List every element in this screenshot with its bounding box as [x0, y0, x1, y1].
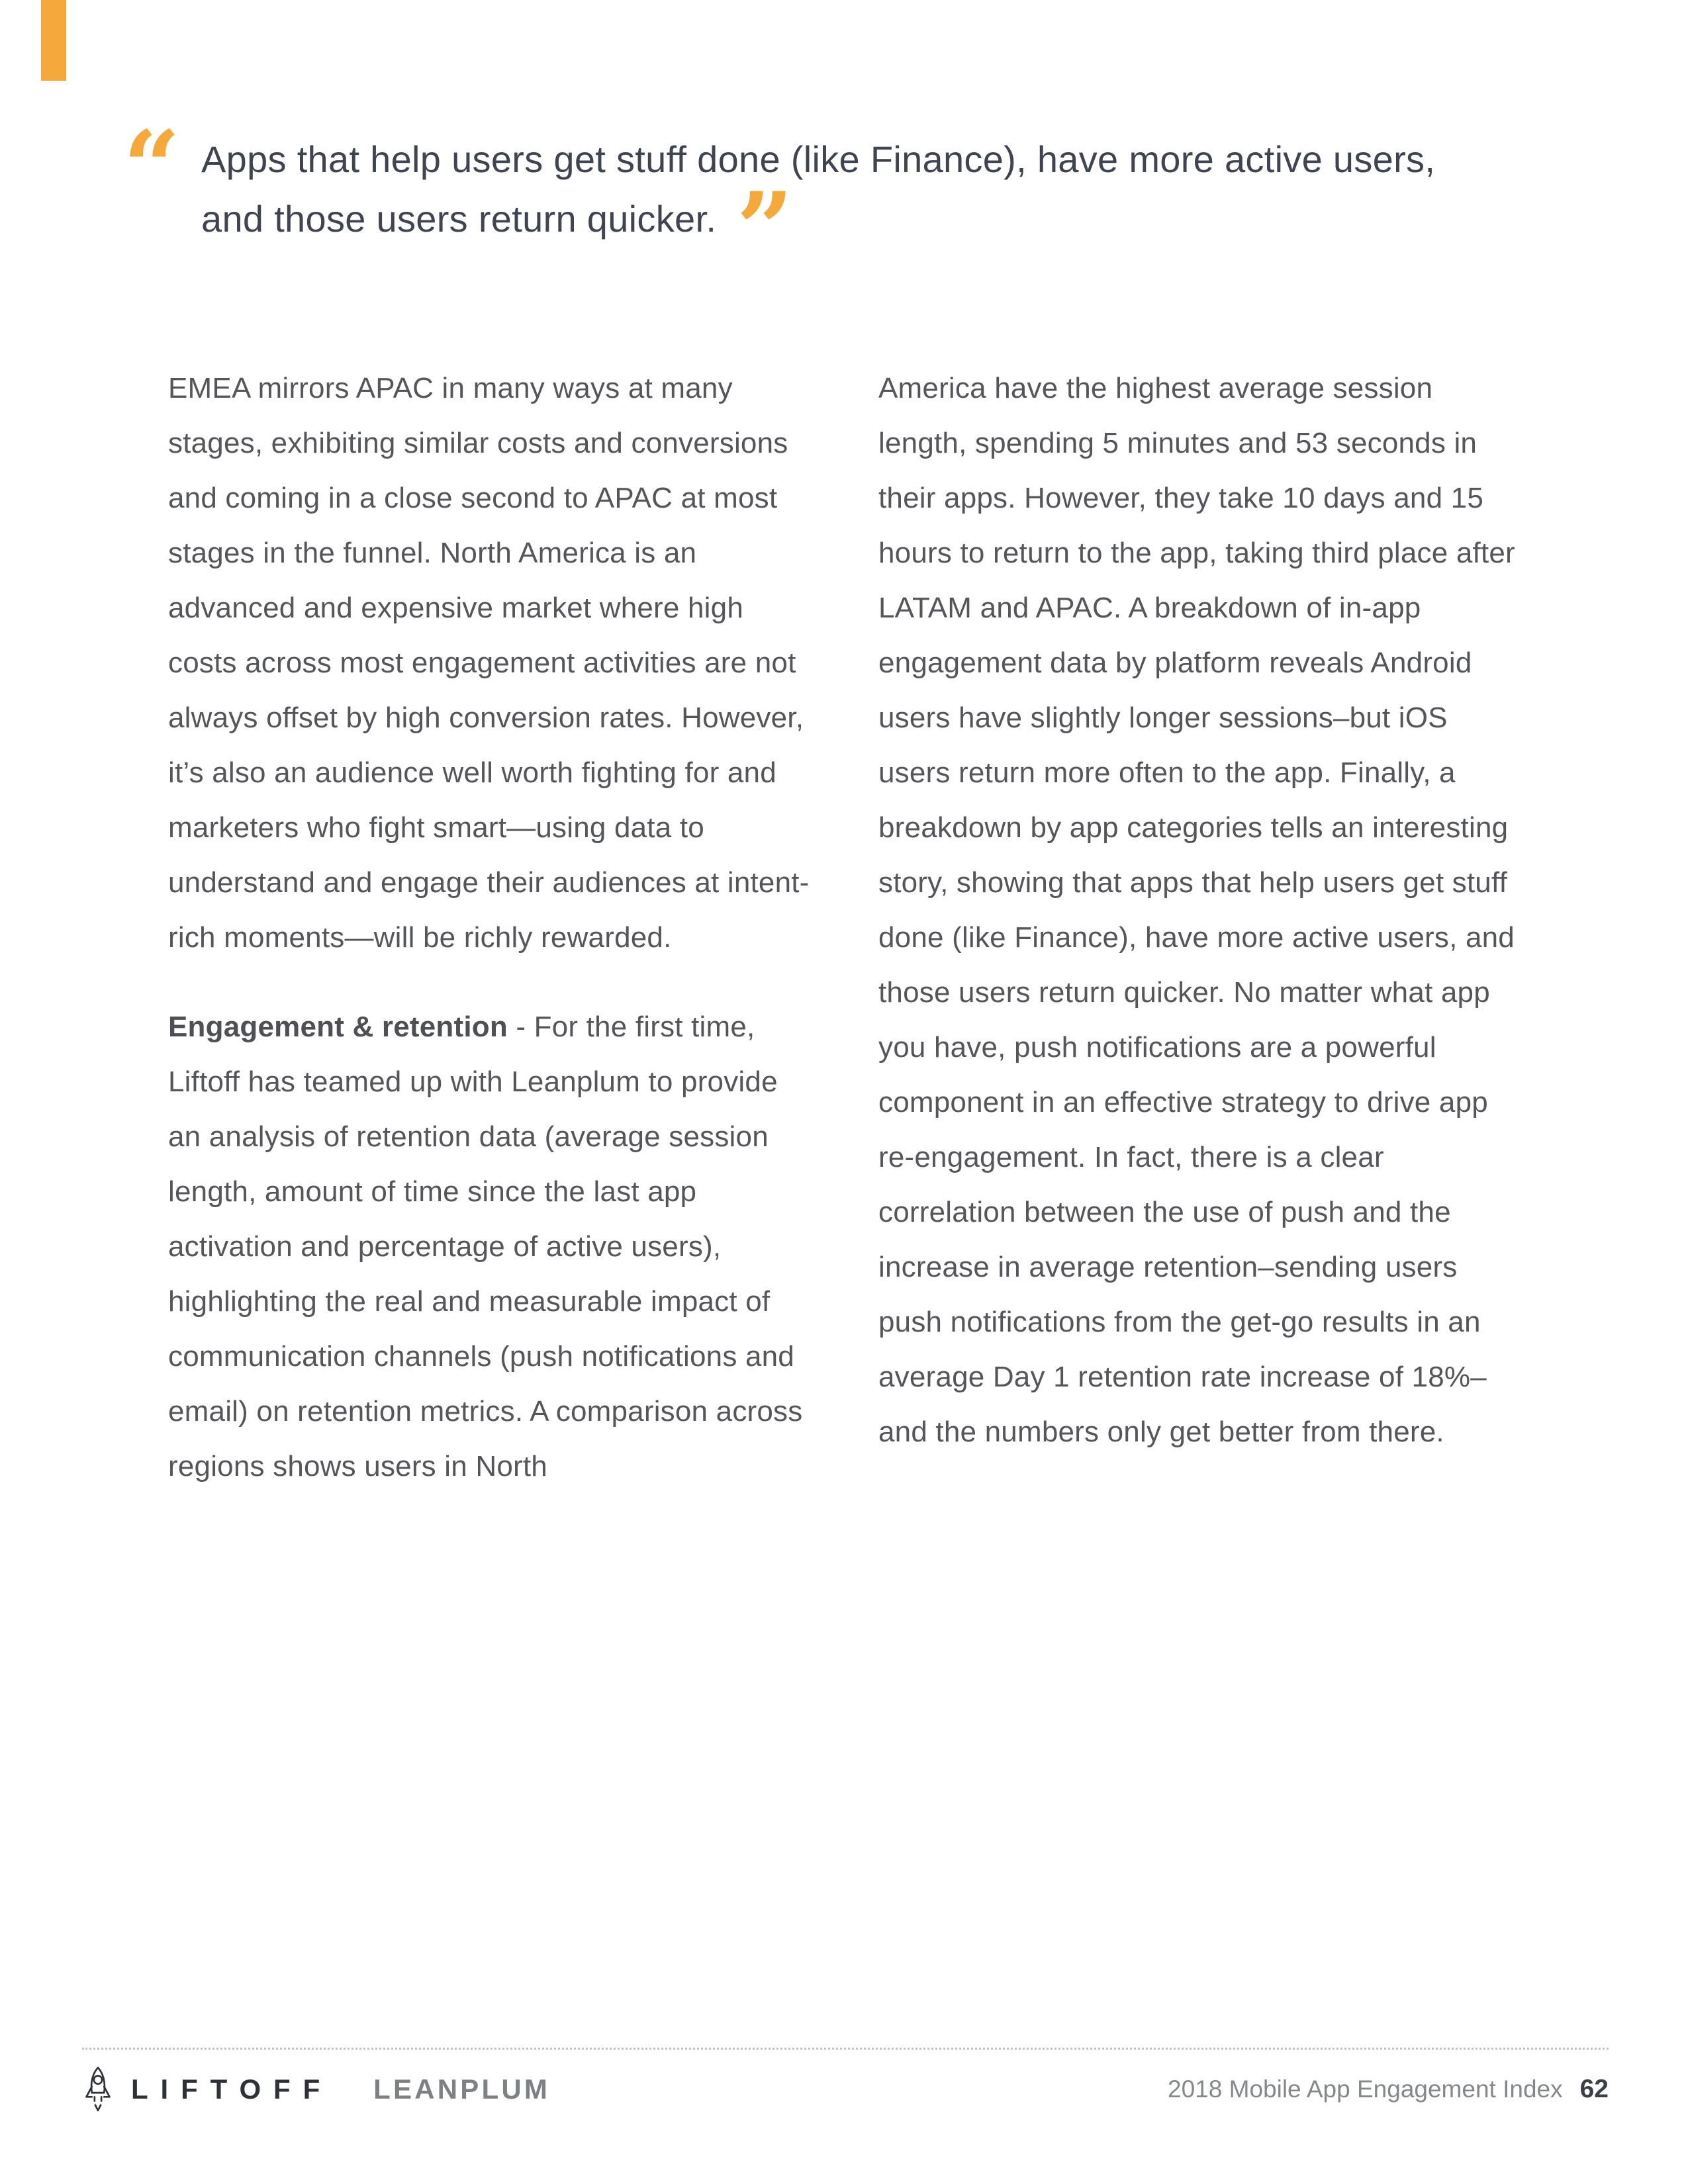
left-column-paragraph-1: EMEA mirrors APAC in many ways at many stages, exhibiting similar costs and conversions and coming in a close second to APAC at most stages in the funnel. North America is an advanced and expensive market where high costs across most engagement activities are not always offset by high conversion rates. However, it’s also an audience well worth fighting for and marketers who fight smart—using data to understand and engage their audiences at intent-rich moments—will be richly rewarded. [168, 372, 810, 954]
left-column [168, 361, 816, 1494]
report-title: 2018 Mobile App Engagement Index [1168, 2075, 1563, 2103]
pull-quote [123, 109, 1459, 287]
left-column-paragraph-2-rest: - For the first time, Liftoff has teamed up with Leanplum to provide an analysis of retention data (average session length, amount of time since the last app activation and percentage of active users), highlighting the real and measurable impact of communication channels (push notifications and email) on retention metrics. A comparison across regions shows users in North [168, 1011, 803, 1482]
close-quote-icon: ” [736, 171, 794, 287]
right-column-paragraph-1: America have the highest average session length, spending 5 minutes and 53 seconds in their apps. However, they take 10 days and 15 hours to return to the app, taking third place after LATAM and APAC. A breakdown of in-app engagement data by platform reveals Android users have slightly longer sessions–but iOS users return more often to the app. Finally, a breakdown by app categories tells an interesting story, showing that apps that help users get stuff done (like Finance), have more active users, and those users return quicker. No matter what app you have, push notifications are a powerful component in an effective strategy to drive app re-engagement. In fact, there is a clear correlation between the use of push and the increase in average retention–sending users push notifications from the get-go results in an average Day 1 retention rate increase of 18%–and the numbers only get better from there. [878, 372, 1515, 1448]
leanplum-wordmark: LEANPLUM [373, 2073, 551, 2105]
liftoff-rocket-icon [82, 2066, 114, 2113]
footer-page-info [1168, 2075, 1609, 2104]
open-quote-icon: “ [123, 109, 181, 226]
corner-accent-bar [41, 0, 66, 81]
left-column-paragraph-2 [168, 999, 816, 1494]
footer-row [82, 2050, 1609, 2113]
footer-logos [82, 2066, 550, 2113]
body-text [168, 361, 1538, 1494]
pull-quote-text-content: Apps that help users get stuff done (like Finance), have more active users, and those users return quicker. [201, 138, 1436, 240]
page-number: 62 [1579, 2075, 1609, 2103]
pull-quote-text [201, 130, 1459, 287]
right-column [878, 361, 1526, 1494]
engagement-retention-lead: Engagement & retention [168, 1011, 508, 1043]
page-footer [82, 2048, 1609, 2113]
liftoff-wordmark: LIFTOFF [131, 2073, 333, 2105]
